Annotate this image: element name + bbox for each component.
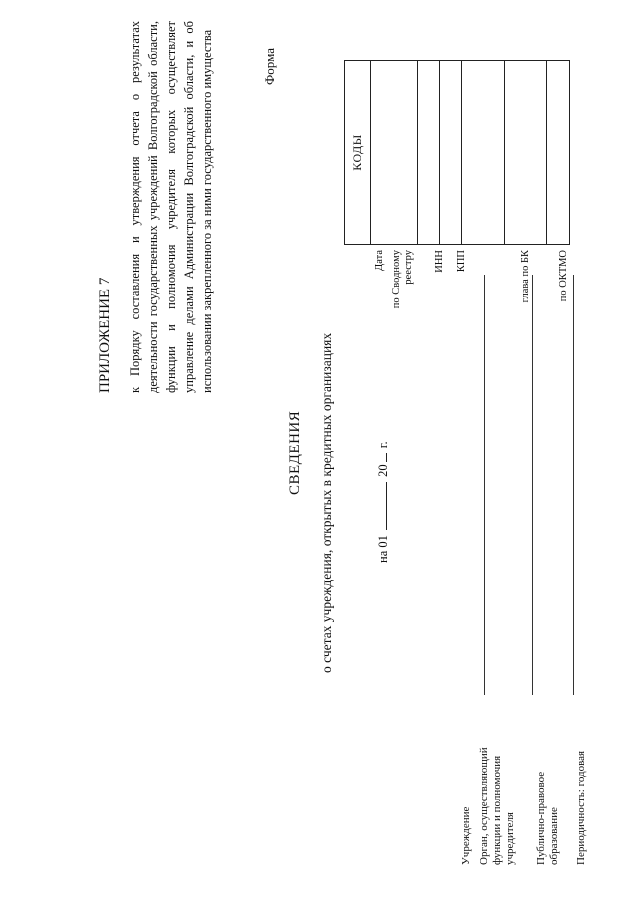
- code-label-oktmo: по ОКТМО: [558, 250, 569, 302]
- document-subtitle: о счетах учреждения, открытых в кредитных организациях: [319, 332, 334, 673]
- form-label: Форма: [262, 48, 277, 85]
- code-label-date: Дата: [374, 250, 385, 271]
- codes-header: КОДЫ: [345, 61, 371, 245]
- field-label-institution: Учреждение: [460, 806, 472, 865]
- date-year-blank: [374, 453, 387, 462]
- field-label-public-entity: Публично-правовое образование: [535, 771, 560, 865]
- code-cell-date[interactable]: [371, 61, 418, 245]
- code-cell-inn[interactable]: [440, 61, 462, 245]
- codes-table: [344, 60, 570, 245]
- field-line-institution: [484, 275, 485, 695]
- report-date-line: [374, 441, 391, 563]
- field-label-founder-body: Орган, осуществляющий функции и полномочия учредителя: [478, 747, 516, 865]
- date-year-prefix: 20: [376, 464, 390, 477]
- code-cell-svodny-reestr[interactable]: [418, 61, 440, 245]
- appendix-text: к Порядку составления и утверждения отчета о результатах деятельности государственных учреждений Волгоградской области, функции и полномочия учредителя которых осуществляет управление делами Администрации Волгоградской области, и об использовании закрепленного за ними государственного имущества: [128, 21, 214, 393]
- field-label-periodicity: Периодичность: годовая: [575, 750, 587, 865]
- code-cell-glava-bk[interactable]: [505, 61, 547, 245]
- code-label-inn: ИНН: [434, 250, 445, 273]
- code-cell-kpp[interactable]: [462, 61, 505, 245]
- field-line-founder-body: [532, 275, 533, 695]
- code-cell-oktmo[interactable]: [547, 61, 570, 245]
- date-suffix: г.: [376, 441, 390, 449]
- code-label-glava-bk: глава по БК: [520, 250, 531, 303]
- code-label-svodny-reestr: по Сводному реестру: [391, 250, 414, 309]
- date-prefix: на 01: [376, 535, 390, 563]
- document-title: СВЕДЕНИЯ: [287, 410, 303, 495]
- field-line-public-entity: [573, 275, 574, 695]
- code-label-kpp: КПП: [456, 250, 467, 273]
- date-day-month-blank: [374, 482, 387, 530]
- appendix-title: ПРИЛОЖЕНИЕ 7: [97, 277, 113, 393]
